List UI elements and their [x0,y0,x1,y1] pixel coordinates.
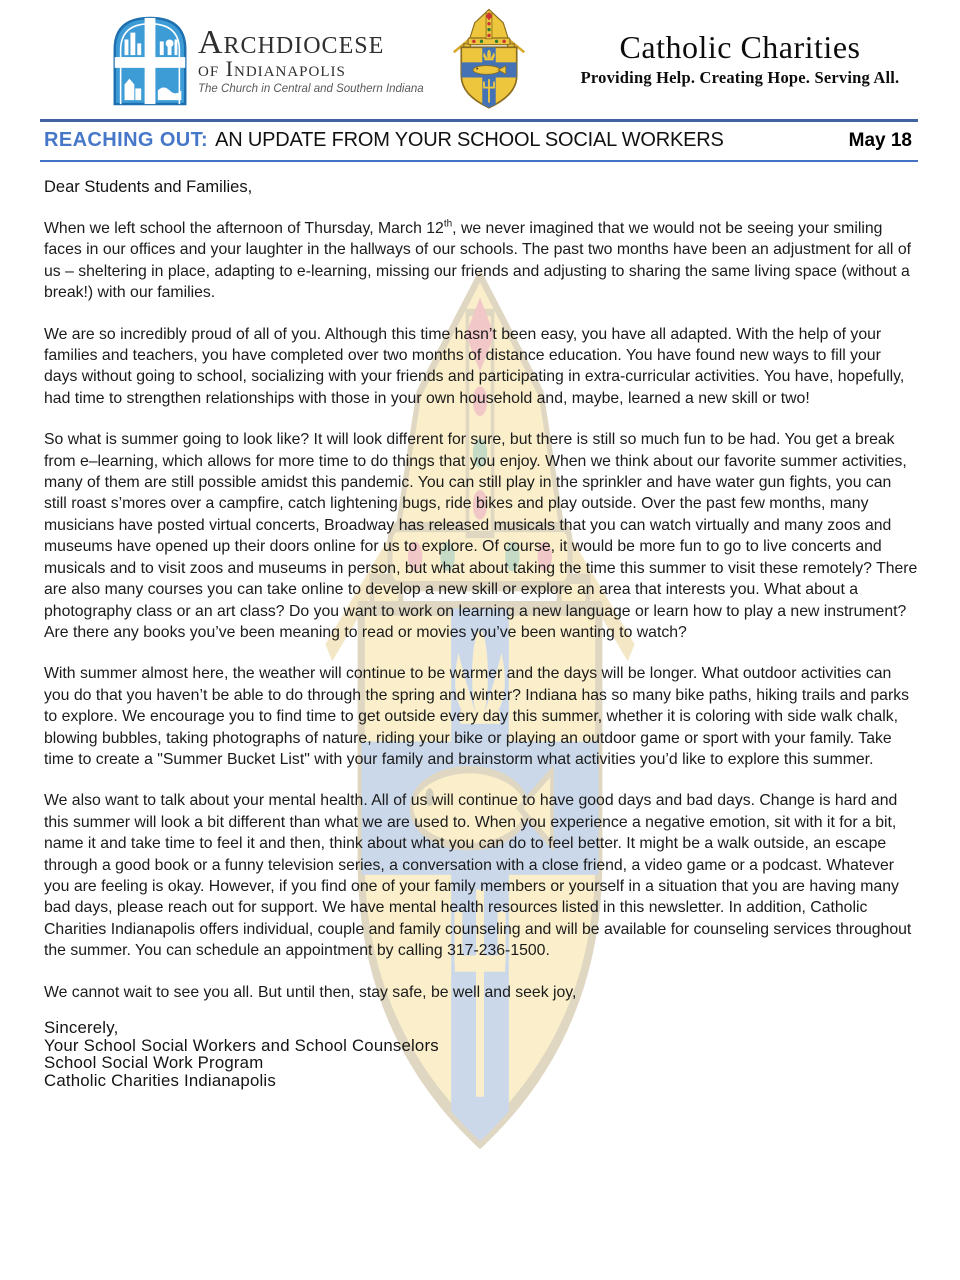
banner-title: AN UPDATE FROM YOUR SCHOOL SOCIAL WORKERS [215,129,724,151]
archdiocese-text [198,14,424,95]
archdiocese-window-icon [110,14,190,108]
catholic-charities-tagline: Providing Help. Creating Hope. Serving All. [580,68,900,87]
archdiocese-tagline: The Church in Central and Southern Indiana [198,83,424,95]
banner-highlight: REACHING OUT: [44,129,209,151]
archdiocese-logo [110,14,424,108]
banner [40,119,918,162]
letter-paragraph: We are so incredibly proud of all of you. Although this time hasn’t been easy, you have all adapted. With the help of your families and teachers, you have completed over two months of distance education. You have found new ways to fill your days without going to school, socializing with your friends and participating in extra-curricular activities. You have, hopefully, had time to strengthen relationships with those in your own household and, maybe, learned a new skill or two! [44,325,905,407]
letter-paragraphs [44,218,918,962]
archdiocese-subname: of Indianapolis [198,56,346,81]
archdiocese-crest-icon [447,7,531,111]
letter-paragraph: When we left school the afternoon of Thursday, March 12th, we never imagined that we would not be seeing your smiling faces in our offices and your laughter in the hallways of our schools. The past two months have been an adjustment for all of us – sheltering in place, adapting to e-learning, missing our friends and adjusting to sharing the same living space (without a break!) with our families. [44,218,911,302]
signature-line: School Social Work Program [44,1053,264,1072]
letter-body [44,178,918,1089]
letter-salutation: Dear Students and Families, [44,178,253,196]
signature-line: Sincerely, [44,1018,119,1037]
letter-closing: We cannot wait to see you all. But until then, stay safe, be well and seek joy, [44,983,577,1001]
signature-line: Your School Social Workers and School Counselors [44,1035,439,1055]
catholic-charities-block [565,30,915,88]
letter-paragraph: So what is summer going to look like? It will look different for sure, but there is still so much fun to be had. You get a break from e–learning, which allows for more time to do things that you enjoy. When we think about our favorite summer activities, many of them are still possible amidst this pandemic. You can still play in the sprinkler and have water gun fights, you can still roast s’mores over a campfire, catch lightening bugs, ride bikes and play outside. Over the past few months, many musicians have posted virtual concerts, Broadway has released musicals that you can watch virtually and many zoos and museums have opened up their doors online for us to explore. Of course, it would be more fun to go to live concerts and musicals and to visit zoos and museums in person, but what about taking the time this summer to visit these remotely? There are also many courses you can take online to develop a new skill or explore an area that interests you. What about a photography class or an art class? Do you want to work on learning a new language or learn how to play a new instrument? Are there any books you’ve been meaning to read or movies you’ve been wanting to watch? [44,431,918,641]
archdiocese-name: Archdiocese [198,24,385,61]
catholic-charities-title: Catholic Charities [619,29,861,65]
header [0,0,960,118]
letter-paragraph: With summer almost here, the weather will continue to be warmer and the days will be longer. What outdoor activities can you do that you haven’t be able to do through the spring and winter? Indiana has so many bike paths, hiking trails and parks to explore. We encourage you to find time to get outside every day this summer, whether it is coloring with side walk chalk, blowing bubbles, taking photographs of nature, riding your bike or playing an outdoor game or sport with your family. Take time to create a "Summer Bucket List" with your family and brainstorm what activities you’d like to explore this summer. [44,665,909,768]
signature-line: Catholic Charities Indianapolis [44,1070,276,1090]
signature-block [44,1019,918,1089]
letter-paragraph: We also want to talk about your mental health. All of us will continue to have good days and bad days. Change is hard and this summer will look a bit different than what we are used to. When you experience a negative emotion, sit with it for a bit, name it and take time to feel it and then, think about what you can do to feel better. It might be a walk outside, an escape through a good book or a funny television series, a conversation with a close friend, a video game or a podcast. Whatever you are feeling is okay. However, if you find one of your family members or yourself in a situation that you are having many bad days, please reach out for support. We have mental health resources listed in this newsletter. In addition, Catholic Charities Indianapolis offers individual, couple and family counseling and will be available for counseling services throughout the summer. You can schedule an appointment by calling 317-236-1500. [44,792,912,960]
banner-date: May 18 [848,130,912,151]
